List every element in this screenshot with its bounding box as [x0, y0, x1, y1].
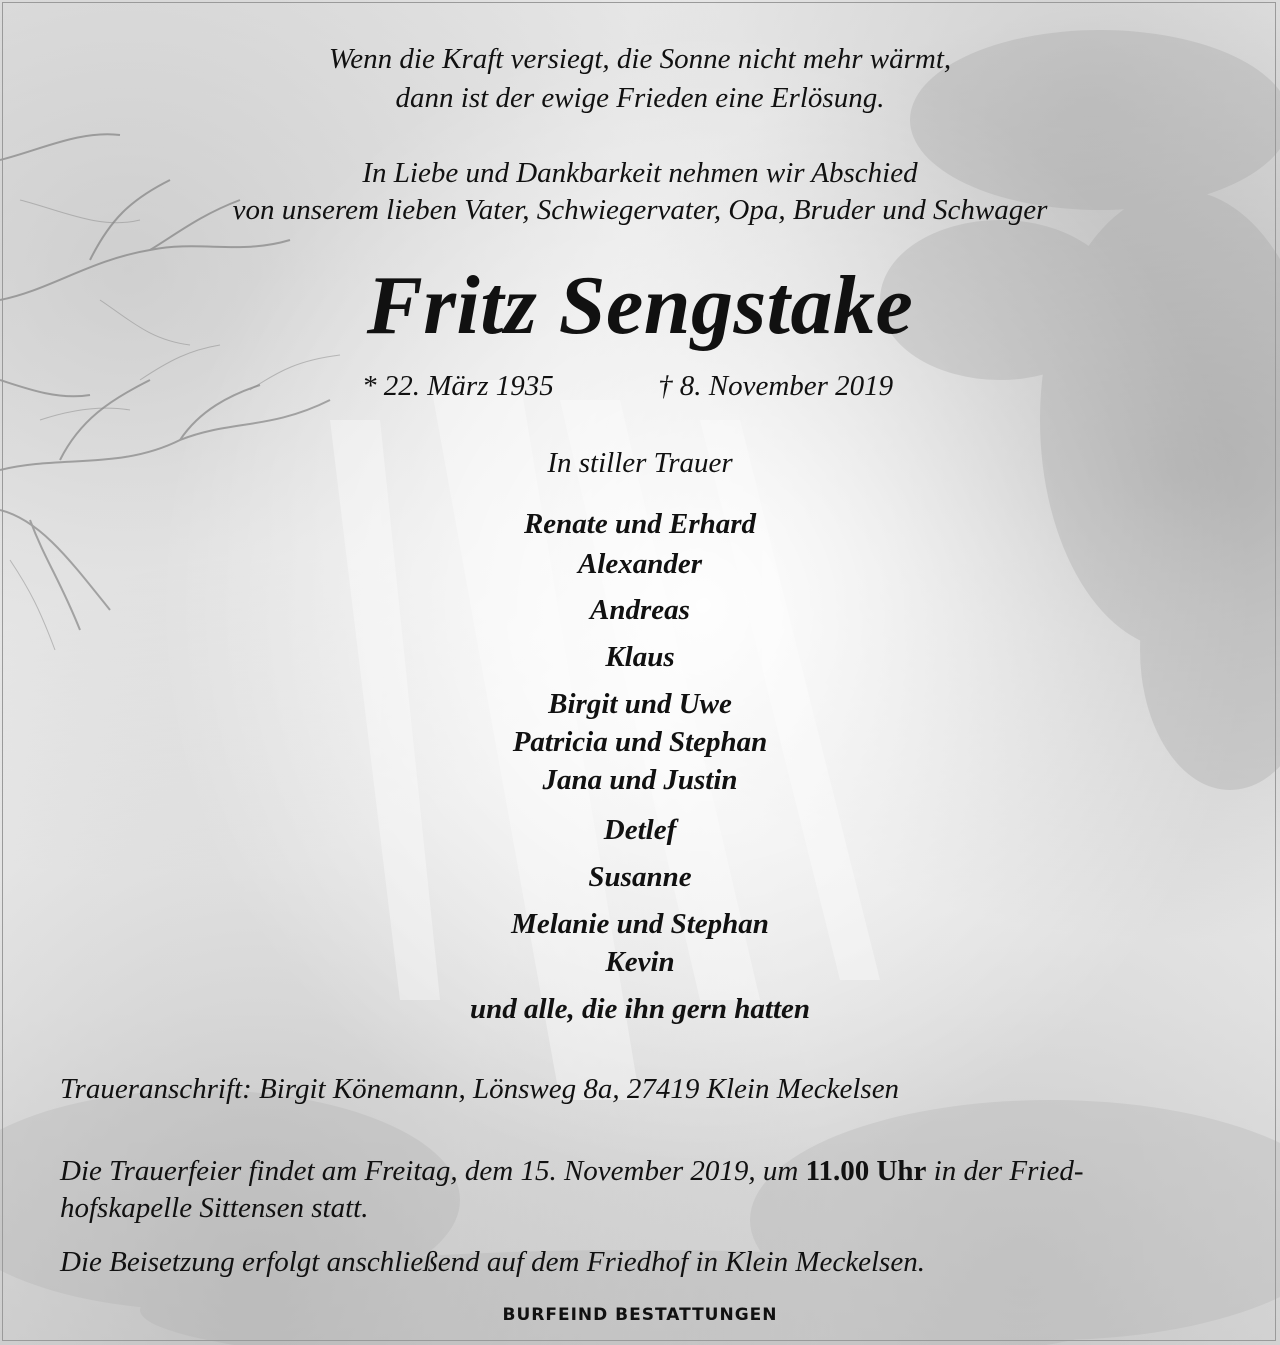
intro-line-1: In Liebe und Dankbarkeit nehmen wir Abschied [362, 157, 918, 189]
verse-line-1: Wenn die Kraft versiegt, die Sonne nicht mehr wärmt, [328, 43, 952, 75]
birth-date: * 22. März 1935 [362, 370, 554, 402]
mourner-entry: Detlef [603, 814, 677, 846]
mourner-entry: Alexander [577, 548, 703, 580]
verse-line-2: dann ist der ewige Frieden eine Erlösung. [395, 82, 885, 114]
mourner-entry: Melanie und Stephan [511, 908, 769, 940]
mourner-entry: Jana und Justin [542, 764, 738, 796]
mourner-entry: Kevin [605, 946, 675, 978]
mourner-entry: Klaus [605, 641, 675, 673]
mourner-entry: Susanne [588, 861, 692, 893]
ceremony-time: 11.00 Uhr [805, 1155, 927, 1187]
ceremony-notice [60, 1153, 1230, 1227]
deceased-name: Fritz Sengstake [366, 259, 914, 352]
mourner-closing: und alle, die ihn gern hatten [469, 993, 810, 1025]
burial-notice: Die Beisetzung erfolgt anschließend auf dem Friedhof in Klein Meckelsen. [60, 1246, 925, 1278]
funeral-home-logo: BURFEIND BESTATTUNGEN [502, 1305, 778, 1325]
mourning-address: Traueranschrift: Birgit Könemann, Lönsweg 8a, 27419 Klein Meckelsen [60, 1073, 900, 1105]
mourner-entry: Andreas [590, 594, 690, 626]
mourner-entry: Renate und Erhard [523, 508, 757, 540]
intro-line-2: von unserem lieben Vater, Schwiegervater, Opa, Bruder und Schwager [232, 194, 1048, 226]
mourning-heading: In stiller Trauer [547, 447, 733, 479]
mourner-entry: Patricia und Stephan [512, 726, 768, 758]
ceremony-text-line-2: hofskapelle Sittensen statt. [60, 1192, 369, 1224]
mourner-entry: Birgit und Uwe [548, 688, 732, 720]
ceremony-text-start: Die Trauerfeier findet am Freitag, dem 15. November 2019, um [60, 1155, 806, 1187]
death-date: † 8. November 2019 [658, 370, 894, 402]
ceremony-text-end: in der Fried- [926, 1155, 1084, 1187]
